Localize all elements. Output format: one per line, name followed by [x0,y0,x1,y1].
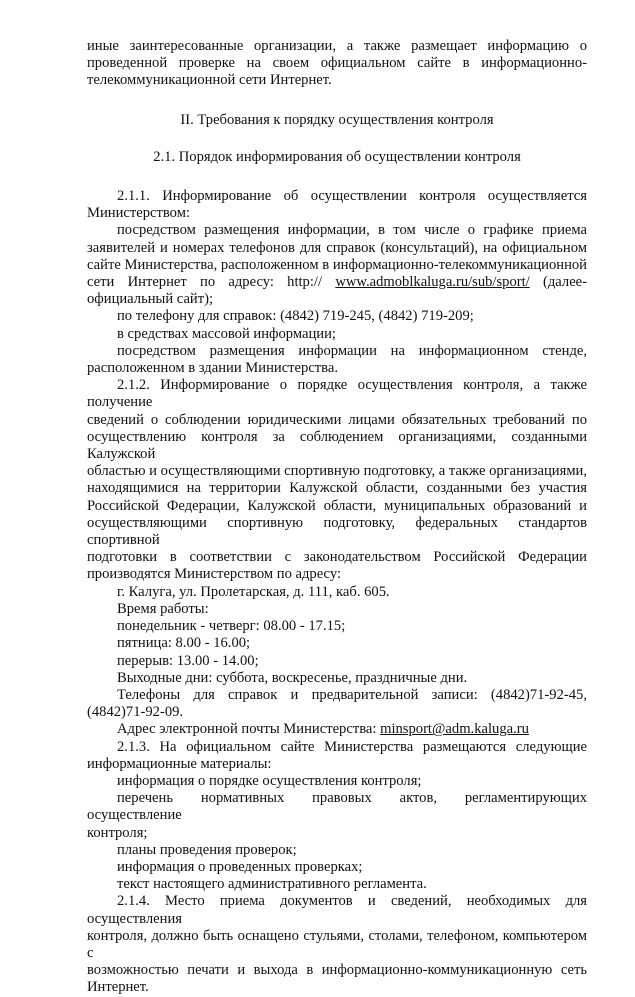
material-item: информация о проведенных проверках; [117,858,363,875]
text-line: (4842)71-92-09. [87,704,184,721]
intro-paragraph [87,38,587,90]
document-page [87,38,587,997]
phone-item: по телефону для справок: (4842) 719-245, (4842) 719-209; [117,308,474,325]
text-fragment: (далее- [543,274,588,291]
text-line: контроля, должно быть оснащено стульями, столами, телефоном, компьютером с [87,927,587,961]
paragraph-2-1-1 [87,188,587,222]
address: г. Калуга, ул. Пролетарская, д. 111, каб. 605. [117,583,390,600]
text-line: информационные материалы: [87,755,272,772]
text-line: сайте Министерства, расположенном в информационно-телекоммуникационной [87,256,587,273]
website-item [87,222,587,308]
email-label: Адрес электронной почты Министерства: [117,721,377,738]
material-item: информация о порядке осуществления контроля; [117,772,422,789]
text-line: возможностью печати и выхода в информационно-коммуникационную сеть [87,962,587,979]
paragraph-2-1-2 [87,377,587,583]
text-line: Российской Федерации, Калужской области, муниципальных образований и [87,497,587,514]
material-item: планы проведения проверок; [117,841,297,858]
text-line: посредством размещения информации, в том числе о графике приема [117,222,587,239]
text-line: областью и осуществляющими спортивную подготовку, а также организациями, [87,463,588,480]
text-line: находящимися на территории Калужской области, созданными без участия [87,480,587,497]
text-line: официальный сайт); [87,291,214,308]
text-line: осуществляющими спортивную подготовку, федеральных стандартов спортивной [87,514,587,549]
hours-weekend: Выходные дни: суббота, воскресенье, праздничные дни. [117,669,468,686]
text-line [87,274,587,291]
hours-fri: пятница: 8.00 - 16.00; [117,635,251,652]
text-line: расположенном в здании Министерства. [87,360,339,377]
material-item [87,790,587,842]
text-line: иные заинтересованные организации, а также размещает информацию о [87,38,587,54]
hours-break: перерыв: 13.00 - 14.00; [117,652,259,669]
text-line: посредством размещения информации на информационном стенде, [117,342,587,359]
website-link[interactable]: www.admoblkaluga.ru/sub/sport/ [335,274,530,291]
material-item: текст настоящего административного регламента. [117,876,427,893]
text-line: 2.1.3. На официальном сайте Министерства размещаются следующие [117,738,587,755]
text-line: 2.1.2. Информирование о порядке осуществления контроля, а также получение [87,377,587,411]
text-line: сведений о соблюдении юридическими лицами обязательных требований по [87,411,587,428]
section-title: II. Требования к порядку осуществления контроля [180,111,494,128]
text-fragment: сети Интернет по адресу: http:// [87,274,323,291]
text-line: производятся Министерством по адресу: [87,566,342,583]
text-line: телекоммуникационной сети Интернет. [87,72,332,89]
paragraph-2-1-3 [87,739,587,773]
text-line: контроля; [87,824,148,841]
subsection-title: 2.1. Порядок информирования об осуществлении контроля [153,148,521,165]
text-line: проведенной проверке на своем официальном сайте в информационно- [87,55,587,72]
text-line: 2.1.4. Место приема документов и сведений, необходимых для осуществления [87,893,587,927]
text-line: подготовки в соответствии с законодательством Российской Федерации [87,549,587,566]
email-line [87,721,587,738]
text-line: осуществлению контроля за соблюдением организациями, созданными Калужской [87,428,587,463]
stand-item [87,343,587,377]
text-line: заявителей и номерах телефонов для справок (консультаций), на официальном [87,239,587,256]
text-line: перечень нормативных правовых актов, регламентирующих осуществление [87,790,587,824]
hours-mon-thu: понедельник - четверг: 08.00 - 17.15; [117,618,346,635]
media-item: в средствах массовой информации; [117,325,336,342]
email-link[interactable]: minsport@adm.kaluga.ru [380,721,529,738]
phones [87,687,587,721]
text-line: 2.1.1. Информирование об осуществлении контроля осуществляется [117,188,587,205]
text-line: Министерством: [87,205,190,222]
hours-title: Время работы: [117,600,209,617]
text-line: Телефоны для справок и предварительной записи: (4842)71-92-45, [117,686,587,703]
text-line: Интернет. [87,979,149,996]
paragraph-2-1-4 [87,893,587,996]
